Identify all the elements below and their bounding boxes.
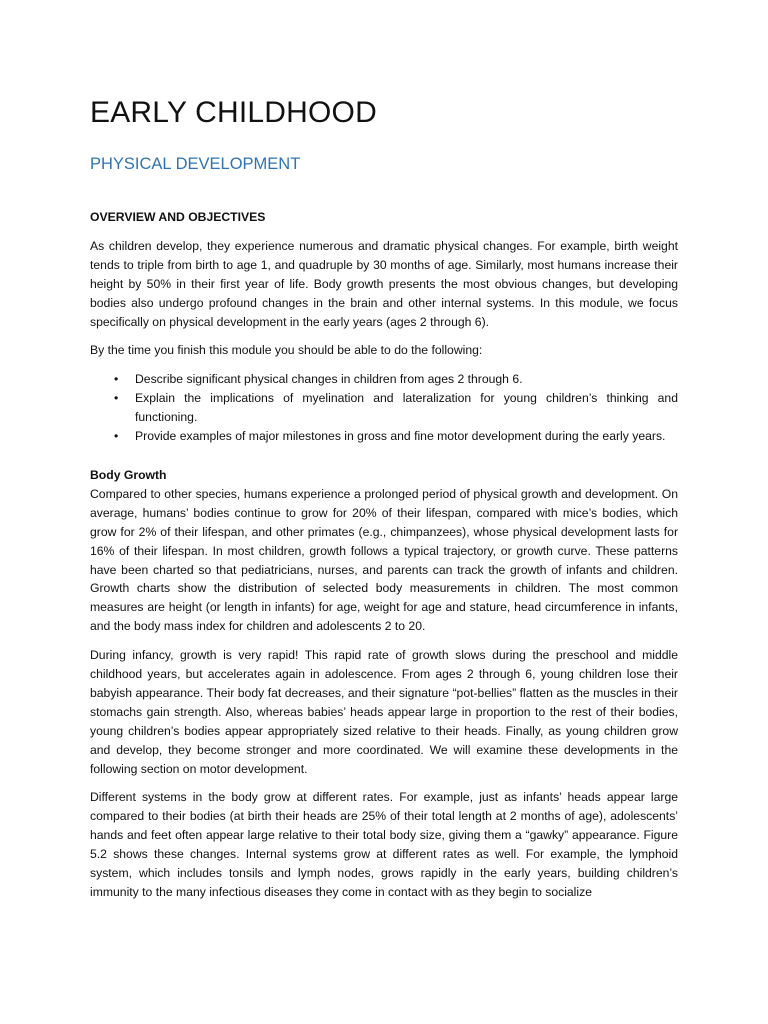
objective-text: Explain the implications of myelination and lateralization for young children’s thinking and functioning. bbox=[135, 391, 678, 425]
bullet-icon: • bbox=[114, 429, 119, 444]
intro-paragraph: As children develop, they experience numerous and dramatic physical changes. For example, birth weight tends to triple from birth to age 1, and quadruple by 30 months of age. Similarly, most humans increase their height by 50% in their first year of life. Body growth presents the most obvious changes, but developing bodies also undergo profound changes in the brain and other internal systems. In this module, we focus specifically on physical development in the early years (ages 2 through 6). bbox=[90, 238, 678, 329]
body-growth-paragraph: Compared to other species, humans experience a prolonged period of physical growth and development. On average, humans’ bodies continue to grow for 20% of their lifespan, compared with mice’s bodies, which grow for 2% of their lifespan, and other primates (e.g., chimpanzees), whose physical development lasts for 16% of their lifespan. In most children, growth follows a typical trajectory, or growth curve. These patterns have been charted so that pediatricians, nurses, and parents can track the growth of infants and children. Growth charts show the distribution of selected body measurements in children. The most common measures are height (or length in infants) for age, weight for age and stature, head circumference in infants, and the body mass index for children and adolescents 2 to 20. bbox=[90, 486, 678, 634]
list-item bbox=[90, 427, 678, 446]
list-item bbox=[90, 370, 678, 389]
document-title: EARLY CHILDHOOD bbox=[90, 96, 377, 129]
body-growth-paragraph: Different systems in the body grow at different rates. For example, just as infants’ heads appear large compared to their bodies (at birth their heads are 25% of their total length at 2 months of age), adolescents’ hands and feet often appear large relative to their total body size, giving them a “gawky” appearance. Figure 5.2 shows these changes. Internal systems grow at different rates as well. For example, the lymphoid system, which includes tonsils and lymph nodes, grows rapidly in the early years, building children’s immunity to the many infectious diseases they come in contact with as they begin to socialize bbox=[90, 790, 678, 899]
objectives-lead: By the time you finish this module you should be able to do the following: bbox=[90, 343, 483, 358]
body-growth-paragraph: During infancy, growth is very rapid! This rapid rate of growth slows during the preschool and middle childhood years, but accelerates again in adolescence. From ages 2 through 6, young children lose their babyish appearance. Their body fat decreases, and their signature “pot-bellies” flatten as the muscles in their stomachs gain strength. Also, whereas babies’ heads appear large in proportion to the rest of their bodies, young children’s bodies appear appropriately sized relative to their heads. Finally, as young children grow and develop, they become stronger and more coordinated. We will examine these developments in the following section on motor development. bbox=[90, 648, 678, 776]
document-subtitle: PHYSICAL DEVELOPMENT bbox=[90, 155, 301, 173]
objective-text: Describe significant physical changes in children from ages 2 through 6. bbox=[135, 372, 523, 387]
body-growth-heading: Body Growth bbox=[90, 467, 167, 482]
overview-heading: OVERVIEW AND OBJECTIVES bbox=[90, 210, 266, 224]
bullet-icon: • bbox=[114, 391, 119, 406]
list-item bbox=[90, 389, 678, 427]
document-body bbox=[90, 208, 678, 912]
objective-text: Provide examples of major milestones in gross and fine motor development during the early years. bbox=[135, 429, 666, 444]
objectives-list bbox=[90, 370, 678, 446]
bullet-icon: • bbox=[114, 372, 119, 387]
